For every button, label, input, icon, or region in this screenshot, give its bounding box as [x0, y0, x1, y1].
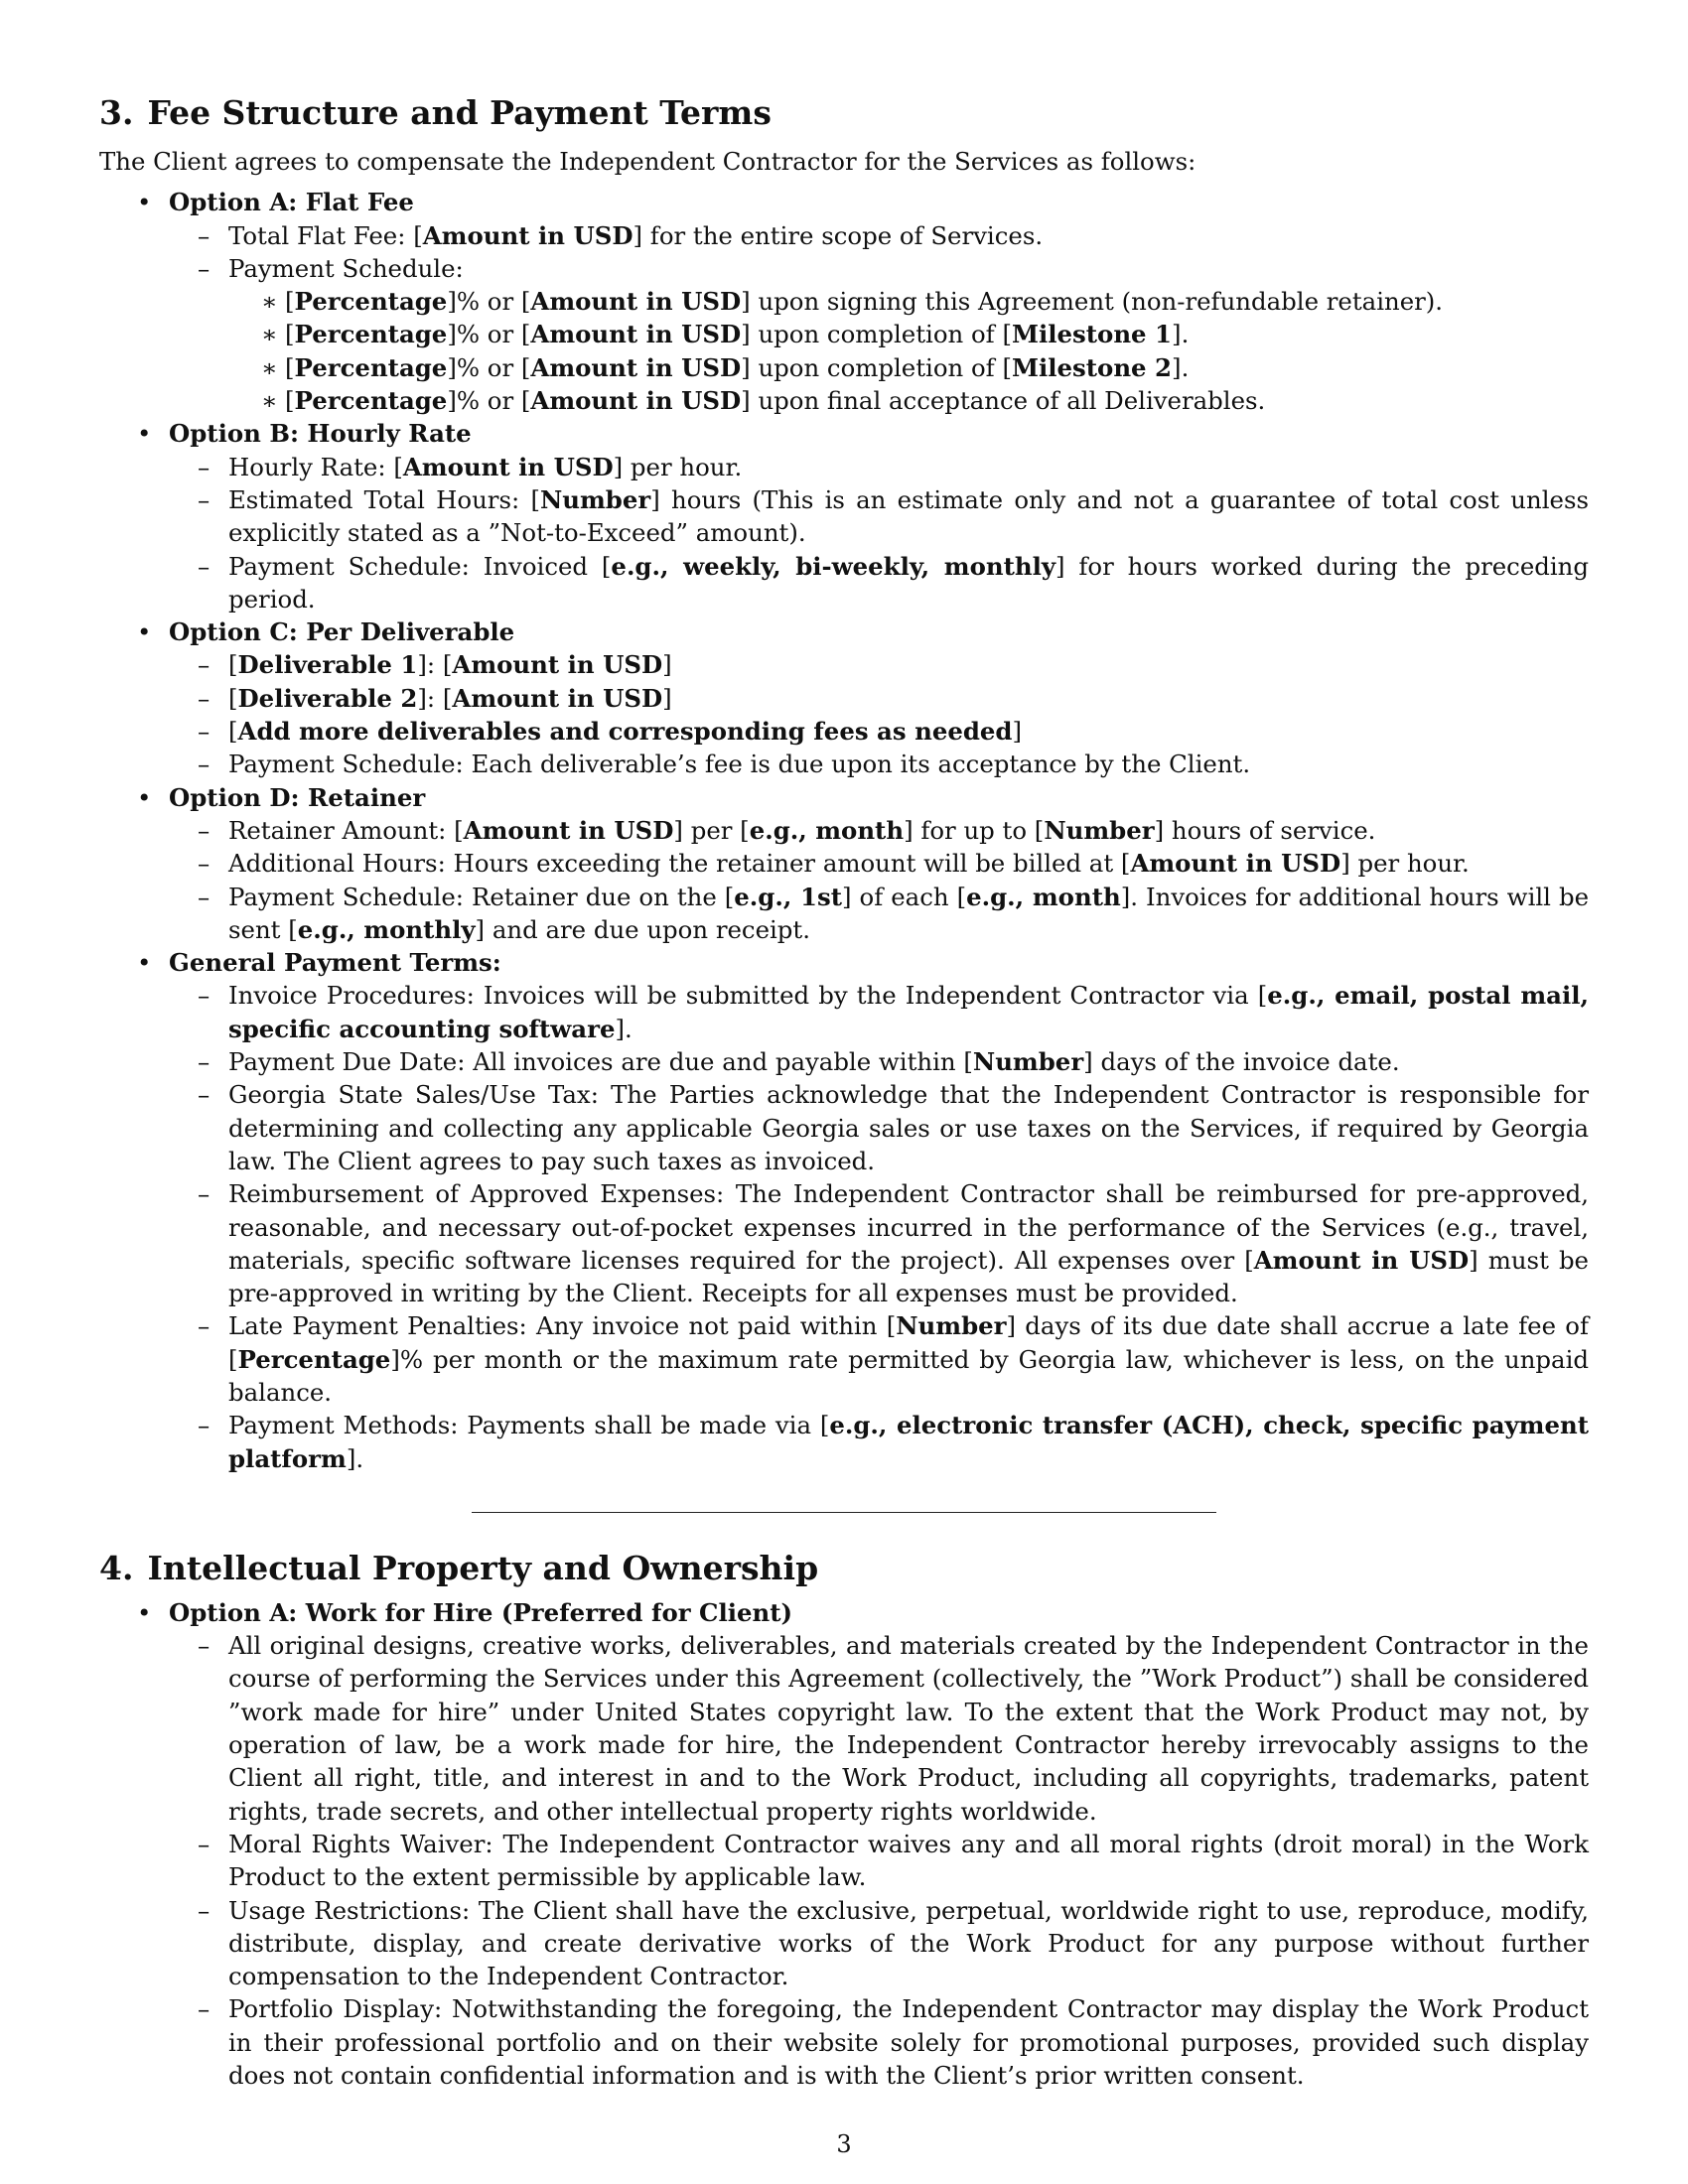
- item-text: .: [625, 1014, 633, 1043]
- placeholder-field: Amount in USD: [1130, 849, 1341, 879]
- bullet-icon: •: [137, 419, 152, 449]
- placeholder-field: Percentage: [294, 287, 448, 317]
- option-title: General Payment Terms:: [169, 948, 501, 978]
- item-text: Payment Schedule: Retainer due on the: [228, 882, 725, 911]
- placeholder-field: e.g., electronic transfer (ACH), check, specific payment platform: [228, 1411, 1589, 1473]
- general-terms-items: [169, 979, 1589, 1474]
- section-heading: [99, 91, 1589, 135]
- dash-icon: –: [198, 551, 211, 581]
- item-text: .: [1181, 352, 1190, 382]
- item-text: % per month or the maximum rate permitted by Georgia law, whichever is less, on the unpaid balance.: [228, 1344, 1589, 1407]
- option-d-retainer: [99, 781, 1589, 946]
- item-text: Total Flat Fee:: [228, 220, 414, 250]
- page-number: 3: [836, 2130, 852, 2158]
- item-text: upon final acceptance of all Deliverables.: [750, 386, 1266, 416]
- placeholder-field: Amount in USD: [402, 452, 614, 481]
- list-item: [169, 252, 1589, 417]
- item-text: Estimated Total Hours:: [228, 484, 531, 514]
- item-text: per: [682, 815, 741, 845]
- item-text: Usage Restrictions: The Client shall have the exclusive, perpetual, worldwide right to use, reproduce, modify, distribute, display, and create derivative works of the Work Product for any purpose without further compensation to the Independent Contractor.: [228, 1895, 1589, 1991]
- section-number: 3.: [99, 93, 134, 132]
- option-title: Option A: Flat Fee: [169, 188, 414, 217]
- item-text: hours (This is an estimate only and not a guarantee of total cost unless explicitly stated as a ”Not-to-Exceed” amount).: [228, 484, 1589, 548]
- option-title: Option B: Hourly Rate: [169, 419, 472, 449]
- list-item: – [Add more deliverables and corresponding fees as needed]: [169, 715, 1589, 748]
- item-text: upon completion of: [750, 320, 1003, 349]
- general-payment-terms: [99, 946, 1589, 1475]
- dash-icon: –: [198, 1829, 211, 1858]
- dash-icon: –: [198, 1895, 211, 1925]
- item-text: Georgia State Sales/Use Tax: The Parties acknowledge that the Independent Contractor is responsible for determining and collecting any applicable Georgia sales or use taxes on the Services, if required by Georgia law. The Client agrees to pay such taxes as invoiced.: [228, 1080, 1589, 1175]
- placeholder-field: e.g., monthly: [297, 914, 476, 944]
- list-item: [169, 1992, 1589, 2092]
- dash-icon: –: [198, 815, 211, 845]
- placeholder-field: Amount in USD: [530, 352, 742, 382]
- option-a-flat-fee: [99, 186, 1589, 417]
- placeholder-field: Amount in USD: [422, 220, 633, 250]
- dash-icon: –: [198, 1179, 211, 1209]
- item-text: hours of service.: [1164, 815, 1376, 845]
- list-item: – Total Flat Fee: [Amount in USD] for the entire scope of Services.: [169, 219, 1589, 252]
- placeholder-field: Percentage: [294, 320, 448, 349]
- document-page: [99, 91, 1589, 2092]
- option-d-items: [169, 814, 1589, 946]
- item-text: for hours worked during the preceding period.: [228, 551, 1589, 614]
- dash-icon: –: [198, 1631, 211, 1661]
- placeholder-field: Amount in USD: [530, 320, 742, 349]
- item-text: days of its due date shall accrue a late fee of: [1016, 1311, 1589, 1341]
- dash-icon: –: [198, 981, 211, 1011]
- placeholder-field: Number: [539, 484, 651, 514]
- placeholder-field: Deliverable 1: [237, 650, 418, 680]
- dash-icon: –: [198, 220, 211, 250]
- dash-icon: –: [198, 253, 211, 283]
- placeholder-field: Percentage: [237, 1344, 391, 1374]
- item-text: Hourly Rate:: [228, 452, 394, 481]
- item-text: Retainer Amount:: [228, 815, 455, 845]
- list-item: – Estimated Total Hours: [Number] hours (This is an estimate only and not a guarantee of total cost unless explicitly stated as a ”Not-to-Exceed” amount).: [198, 484, 1589, 548]
- bullet-icon: •: [137, 948, 152, 978]
- item-text: per hour.: [1349, 849, 1470, 879]
- asterisk-icon: ∗: [261, 352, 278, 382]
- placeholder-field: Amount in USD: [463, 815, 674, 845]
- dash-icon: –: [198, 1080, 211, 1110]
- item-text: Payment Schedule: Invoiced: [228, 551, 602, 581]
- item-text: upon signing this Agreement (non-refundable retainer).: [750, 287, 1444, 317]
- list-item: [169, 1078, 1589, 1177]
- dash-icon: –: [198, 750, 211, 779]
- dash-icon: –: [198, 882, 211, 911]
- list-item: [169, 1629, 1589, 1828]
- item-text: Moral Rights Waiver: The Independent Contractor waives any and all moral rights (droit moral) in the Work Product to the extent permissible by applicable law.: [228, 1829, 1589, 1892]
- placeholder-field: Percentage: [294, 352, 448, 382]
- option-title: Option D: Retainer: [169, 782, 426, 812]
- option-a-work-for-hire: [99, 1596, 1589, 2092]
- dash-icon: –: [198, 1311, 211, 1341]
- list-item: [169, 748, 1589, 780]
- option-title: Option C: Per Deliverable: [169, 617, 515, 647]
- list-item: – Retainer Amount: [Amount in USD] per [e.g., month] for up to [Number] hours of service.: [169, 814, 1589, 847]
- placeholder-field: Amount in USD: [1253, 1245, 1470, 1275]
- placeholder-field: Amount in USD: [530, 386, 742, 416]
- list-item: – [Deliverable 2]: [Amount in USD]: [169, 682, 1589, 715]
- fee-options-list: [99, 186, 1589, 1475]
- list-item: [169, 1828, 1589, 1894]
- list-item: – Payment Due Date: All invoices are due and payable within [Number] days of the invoice date.: [169, 1045, 1589, 1078]
- item-text: Late Payment Penalties: Any invoice not paid within: [228, 1311, 887, 1341]
- list-item: – Reimbursement of Approved Expenses: The Independent Contractor shall be reimbursed for pre-approved, reasonable, and necessary out-of-pocket expenses incurred in the performance of the Services (e.g., travel, materials, specific software licenses required for the project). All expenses over [Amount in USD] must be pre-approved in writing by the Client. Receipts for all expenses must be provided.: [198, 1179, 1589, 1308]
- dash-icon: –: [198, 452, 211, 481]
- section-heading: [99, 1547, 1589, 1590]
- placeholder-field: e.g., month: [966, 882, 1121, 911]
- item-text: Payment Due Date: All invoices are due and payable within: [228, 1047, 964, 1077]
- option-title: Option A: Work for Hire (Preferred for Client): [169, 1597, 793, 1627]
- dash-icon: –: [198, 1411, 211, 1440]
- placeholder-field: Amount in USD: [452, 683, 663, 713]
- placeholder-field: e.g., month: [749, 815, 905, 845]
- list-item: – [Deliverable 1]: [Amount in USD]: [169, 648, 1589, 681]
- item-text: . Invoices for additional hours will be sent: [228, 882, 1589, 944]
- item-text: Portfolio Display: Notwithstanding the foregoing, the Independent Contractor may display the Work Product in their professional portfolio and on their website solely for promotional purposes, provided such display does not contain confidential information and is with the Client’s prior written consent.: [228, 1994, 1589, 2091]
- item-text: for the entire scope of Services.: [642, 220, 1044, 250]
- item-text: Payment Schedule:: [228, 253, 464, 283]
- placeholder-field: Milestone 1: [1012, 320, 1173, 349]
- dash-icon: –: [198, 1994, 211, 2024]
- item-text: Payment Methods: Payments shall be made via: [228, 1411, 820, 1440]
- placeholder-field: Number: [1044, 815, 1155, 845]
- list-item: – Invoice Procedures: Invoices will be submitted by the Independent Contractor via [e.g., email, postal mail, specific accounting software].: [198, 981, 1589, 1043]
- option-c-items: [169, 648, 1589, 780]
- list-item: [169, 1894, 1589, 1993]
- placeholder-field: e.g., 1st: [734, 882, 843, 911]
- item-text: .: [355, 1443, 364, 1473]
- dash-icon: –: [198, 683, 211, 713]
- item-text: Payment Schedule: Each deliverable’s fee is due upon its acceptance by the Client.: [228, 750, 1251, 779]
- list-item: ∗ [Percentage]% or [Amount in USD] upon completion of [Milestone 1].: [228, 318, 1589, 350]
- section-fee-structure: [99, 91, 1589, 1475]
- payment-schedule-list: [228, 285, 1589, 417]
- dash-icon: –: [198, 650, 211, 680]
- asterisk-icon: ∗: [261, 287, 278, 317]
- list-item: – Payment Schedule: Retainer due on the [e.g., 1st] of each [e.g., month]. Invoices for additional hours will be sent [e.g., monthly] and are due upon receipt.: [198, 882, 1589, 944]
- bullet-icon: •: [137, 188, 152, 217]
- item-text: .: [1181, 320, 1190, 349]
- placeholder-field: Percentage: [294, 386, 448, 416]
- item-text: must be pre-approved in writing by the Client. Receipts for all expenses must be provided.: [228, 1245, 1589, 1308]
- bullet-icon: •: [137, 1597, 152, 1627]
- dash-icon: –: [198, 484, 211, 514]
- asterisk-icon: ∗: [261, 320, 278, 349]
- dash-icon: –: [198, 849, 211, 879]
- option-b-items: [169, 451, 1589, 615]
- item-text: Reimbursement of Approved Expenses: The Independent Contractor shall be reimbursed for pre-approved, reasonable, and necessary out-of-pocket expenses incurred in the performance of the Services (e.g., travel, materials, specific software licenses required for the project). All expenses over: [228, 1179, 1589, 1275]
- option-a-items: [169, 219, 1589, 418]
- list-item: ∗ [Percentage]% or [Amount in USD] upon signing this Agreement (non-refundable retainer).: [228, 285, 1589, 318]
- placeholder-field: Deliverable 2: [237, 683, 418, 713]
- section-number: 4.: [99, 1548, 134, 1587]
- placeholder-field: Milestone 2: [1012, 352, 1173, 382]
- list-item: – Payment Schedule: Invoiced [e.g., weekly, bi-weekly, monthly] for hours worked during the preceding period.: [198, 551, 1589, 614]
- dash-icon: –: [198, 717, 211, 747]
- item-text: All original designs, creative works, deliverables, and materials created by the Independent Contractor in the course of performing the Services under this Agreement (collectively, the ”Work Product”) shall be considered ”work made for hire” under United States copyright law. To the extent that the Work Product may not, by operation of law, be a work made for hire, the Independent Contractor hereby irrevocably assigns to the Client all right, title, and interest in and to the Work Product, including all copyrights, trademarks, patent rights, trade secrets, and other intellectual property rights worldwide.: [228, 1631, 1589, 1826]
- section-divider: [472, 1512, 1216, 1513]
- list-item: – Late Payment Penalties: Any invoice not paid within [Number] days of its due date shall accrue a late fee of [Percentage]% per month or the maximum rate permitted by Georgia law, whichever is less, on the unpaid balance.: [198, 1311, 1589, 1407]
- item-text: days of the invoice date.: [1092, 1047, 1400, 1077]
- bullet-icon: •: [137, 782, 152, 812]
- list-item: ∗ [Percentage]% or [Amount in USD] upon completion of [Milestone 2].: [228, 351, 1589, 384]
- placeholder-field: e.g., weekly, bi-weekly, monthly: [611, 551, 1056, 581]
- section-intro: The Client agrees to compensate the Independent Contractor for the Services as follows:: [99, 147, 1196, 176]
- asterisk-icon: ∗: [261, 386, 278, 416]
- option-b-hourly-rate: [99, 417, 1589, 615]
- item-text: per hour.: [623, 452, 743, 481]
- placeholder-field: Number: [896, 1311, 1007, 1341]
- placeholder-field: Number: [972, 1047, 1084, 1077]
- item-text: upon completion of: [750, 352, 1003, 382]
- item-text: Invoice Procedures: Invoices will be submitted by the Independent Contractor via: [228, 981, 1258, 1011]
- section-intellectual-property: [99, 1547, 1589, 2092]
- list-item: – Hourly Rate: [Amount in USD] per hour.: [169, 451, 1589, 483]
- item-text: of each: [851, 882, 957, 911]
- placeholder-field: Amount in USD: [530, 287, 742, 317]
- placeholder-field: e.g., email, postal mail, specific accounting software: [228, 981, 1589, 1043]
- list-item: – Additional Hours: Hours exceeding the retainer amount will be billed at [Amount in USD] per hour.: [169, 847, 1589, 880]
- section-title: Intellectual Property and Ownership: [147, 1548, 819, 1587]
- work-for-hire-items: [169, 1629, 1589, 2092]
- item-text: Additional Hours: Hours exceeding the retainer amount will be billed at: [228, 849, 1121, 879]
- bullet-icon: •: [137, 617, 152, 647]
- ip-options-list: [99, 1596, 1589, 2092]
- list-item: ∗ [Percentage]% or [Amount in USD] upon final acceptance of all Deliverables.: [228, 384, 1589, 417]
- dash-icon: –: [198, 1047, 211, 1077]
- placeholder-field: Amount in USD: [452, 650, 663, 680]
- placeholder-field: Add more deliverables and corresponding fees as needed: [237, 717, 1013, 747]
- option-c-per-deliverable: [99, 615, 1589, 780]
- section-title: Fee Structure and Payment Terms: [147, 93, 772, 132]
- item-text: for up to: [913, 815, 1035, 845]
- list-item: – Payment Methods: Payments shall be made via [e.g., electronic transfer (ACH), check, specific payment platform].: [198, 1411, 1589, 1473]
- item-text: and are due upon receipt.: [485, 914, 810, 944]
